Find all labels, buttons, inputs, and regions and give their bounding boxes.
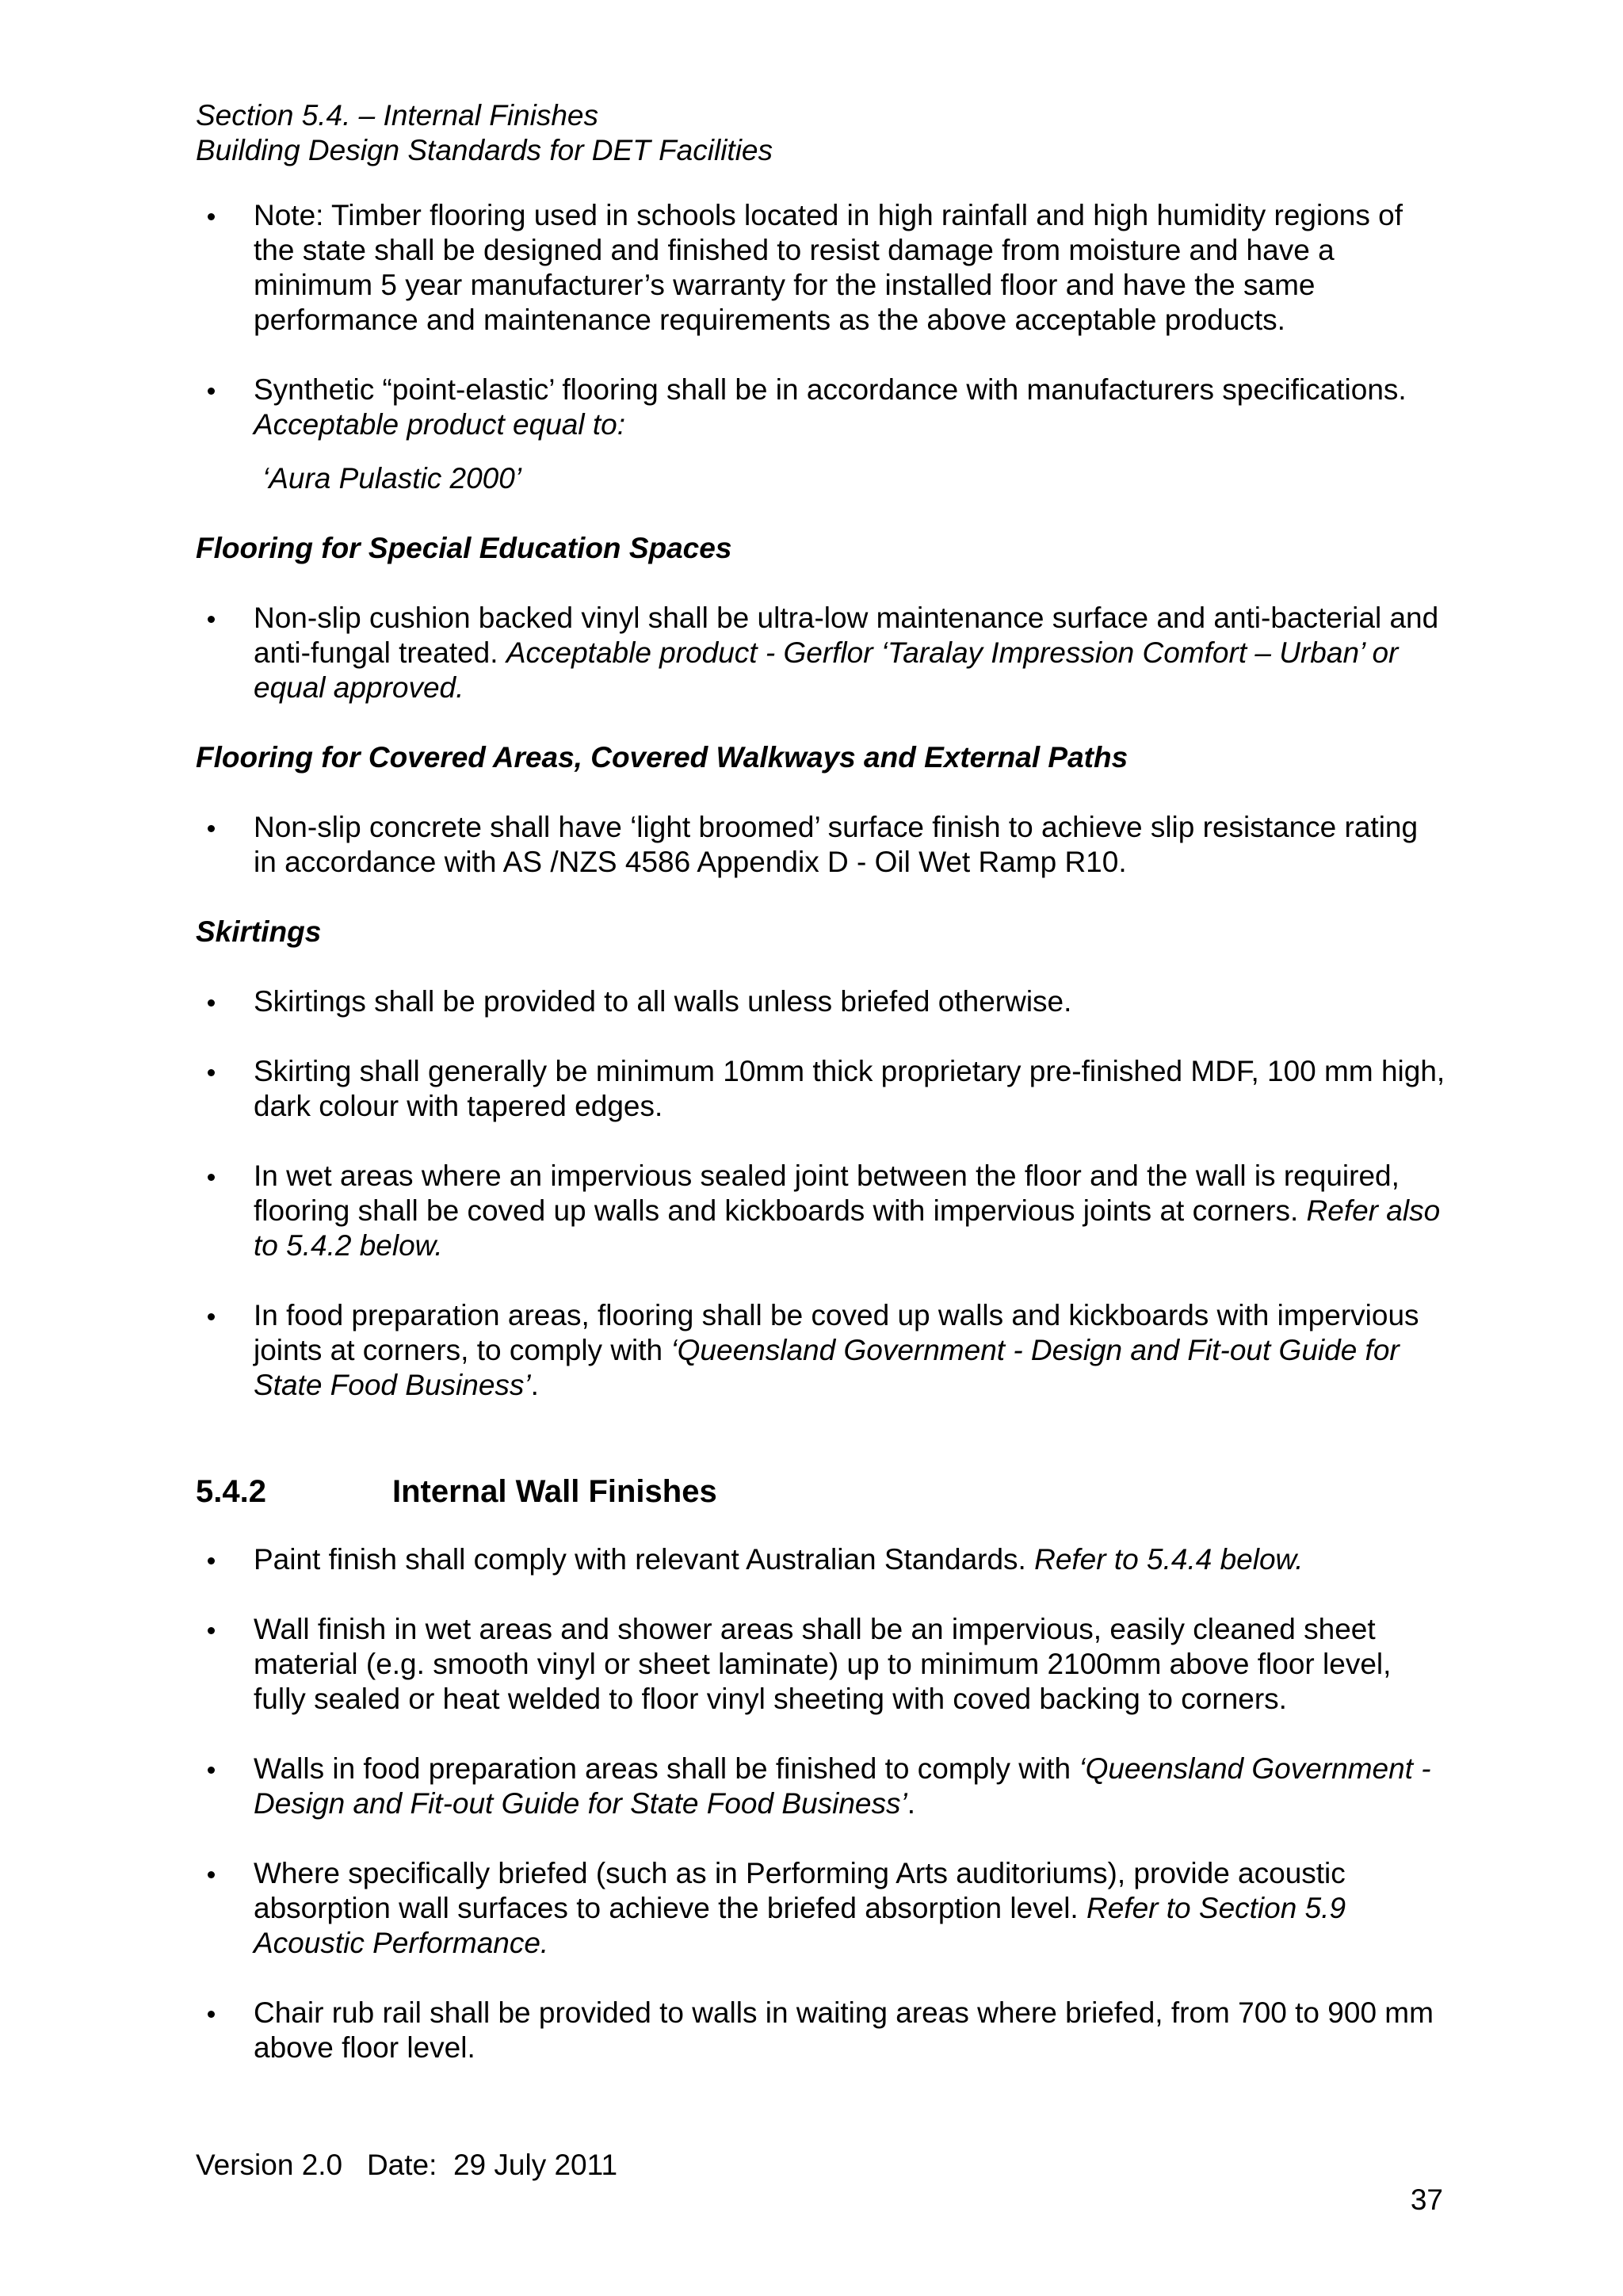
bullet-text-italic: Refer also to 5.4.2 below. <box>254 1194 1441 1262</box>
bullet-special-education-vinyl <box>196 601 1448 705</box>
bullet-text-italic: Acceptable product - Gerflor ‘Taralay Impression Comfort – Urban’ or equal approved. <box>254 636 1399 704</box>
bullet-covered-areas-concrete <box>196 810 1448 880</box>
bullet-skirtings-material <box>196 1054 1448 1124</box>
bullet-text: Chair rub rail shall be provided to walls in waiting areas where briefed, from 700 to 900 mm above floor level. <box>254 1996 1434 2064</box>
bullet-text: Non-slip concrete shall have ‘light broomed’ surface finish to achieve slip resistance rating in accordance with AS /NZS 4586 Appendix D - Oil Wet Ramp R10. <box>254 811 1419 878</box>
bullet-text: Note: Timber flooring used in schools located in high rainfall and high humidity regions of the state shall be designed and finished to resist damage from moisture and have a minimum 5 year manufacturer’s warranty for the installed floor and have the same performance and maintenance requirements as the above acceptable products. <box>254 199 1403 336</box>
subheading-special-education: Flooring for Special Education Spaces <box>196 532 732 564</box>
bullet-skirtings-wet-areas <box>196 1159 1448 1263</box>
bullet-acoustic-walls <box>196 1856 1448 1961</box>
bullet-text: Walls in food preparation areas shall be finished to comply with <box>254 1752 1079 1785</box>
bullet-text: Wall finish in wet areas and shower areas shall be an impervious, easily cleaned sheet material (e.g. smooth vinyl or sheet laminate) up to minimum 2100mm above floor level, fully sealed or heat welded to floor vinyl sheeting with coved backing to corners. <box>254 1613 1392 1715</box>
bullet-text: Skirting shall generally be minimum 10mm thick proprietary pre-finished MDF, 100 mm high, dark colour with tapered edges. <box>254 1055 1445 1122</box>
bullet-wet-area-walls <box>196 1612 1448 1717</box>
header-document-title: Building Design Standards for DET Facilities <box>196 134 773 166</box>
bullet-text: Skirtings shall be provided to all walls unless briefed otherwise. <box>254 985 1072 1018</box>
bullet-text-italic: ‘Queensland Government - Design and Fit-out Guide for State Food Business’ <box>254 1334 1400 1401</box>
bullet-text-italic: ‘Queensland Government - Design and Fit-out Guide for State Food Business’ <box>254 1752 1431 1820</box>
bullet-text: Synthetic “point-elastic’ flooring shall be in accordance with manufacturers specifications. <box>254 373 1407 406</box>
acceptable-product-name: ‘Aura Pulastic 2000’ <box>262 462 522 495</box>
bullet-text: Where specifically briefed (such as in Performing Arts auditoriums), provide acoustic absorption wall surfaces to achieve the briefed absorption level. <box>254 1857 1346 1924</box>
bullet-skirtings-provided <box>196 984 1448 1019</box>
footer-version-date: Version 2.0 Date: 29 July 2011 <box>196 2149 618 2181</box>
bullet-text-italic: Refer to Section 5.9 Acoustic Performance. <box>254 1892 1346 1959</box>
bullet-text-italic: Refer to 5.4.4 below. <box>1034 1543 1304 1576</box>
bullet-text: Paint finish shall comply with relevant Australian Standards. <box>254 1543 1035 1576</box>
bullet-text-end: . <box>530 1369 539 1401</box>
running-header <box>196 98 773 168</box>
section-title: Internal Wall Finishes <box>392 1474 717 1509</box>
section-number: 5.4.2 <box>196 1474 266 1509</box>
bullet-food-prep-walls <box>196 1752 1448 1821</box>
section-heading-internal-wall-finishes <box>196 1473 1448 1511</box>
bullet-text: Non-slip cushion backed vinyl shall be ultra-low maintenance surface and anti-bacterial and anti-fungal treated. <box>254 602 1439 669</box>
page-content <box>196 198 1448 2100</box>
bullet-text: In food preparation areas, flooring shall be coved up walls and kickboards with impervious joints at corners, to comply with <box>254 1299 1419 1366</box>
bullet-text-end: . <box>907 1787 915 1820</box>
page-number: 37 <box>1410 2183 1443 2216</box>
bullet-timber-note <box>196 198 1448 338</box>
subheading-covered-areas: Flooring for Covered Areas, Covered Walkways and External Paths <box>196 741 1128 774</box>
subheading-skirtings: Skirtings <box>196 915 322 948</box>
bullet-text: In wet areas where an impervious sealed joint between the floor and the wall is required, flooring shall be coved up walls and kickboards with impervious joints at corners. <box>254 1159 1400 1227</box>
bullet-skirtings-food-prep <box>196 1298 1448 1403</box>
bullet-paint-finish <box>196 1542 1448 1577</box>
bullet-synthetic-flooring <box>196 372 1448 442</box>
bullet-text-italic: Acceptable product equal to: <box>254 408 625 441</box>
header-section-title: Section 5.4. – Internal Finishes <box>196 99 599 132</box>
bullet-chair-rub-rail <box>196 1996 1448 2065</box>
